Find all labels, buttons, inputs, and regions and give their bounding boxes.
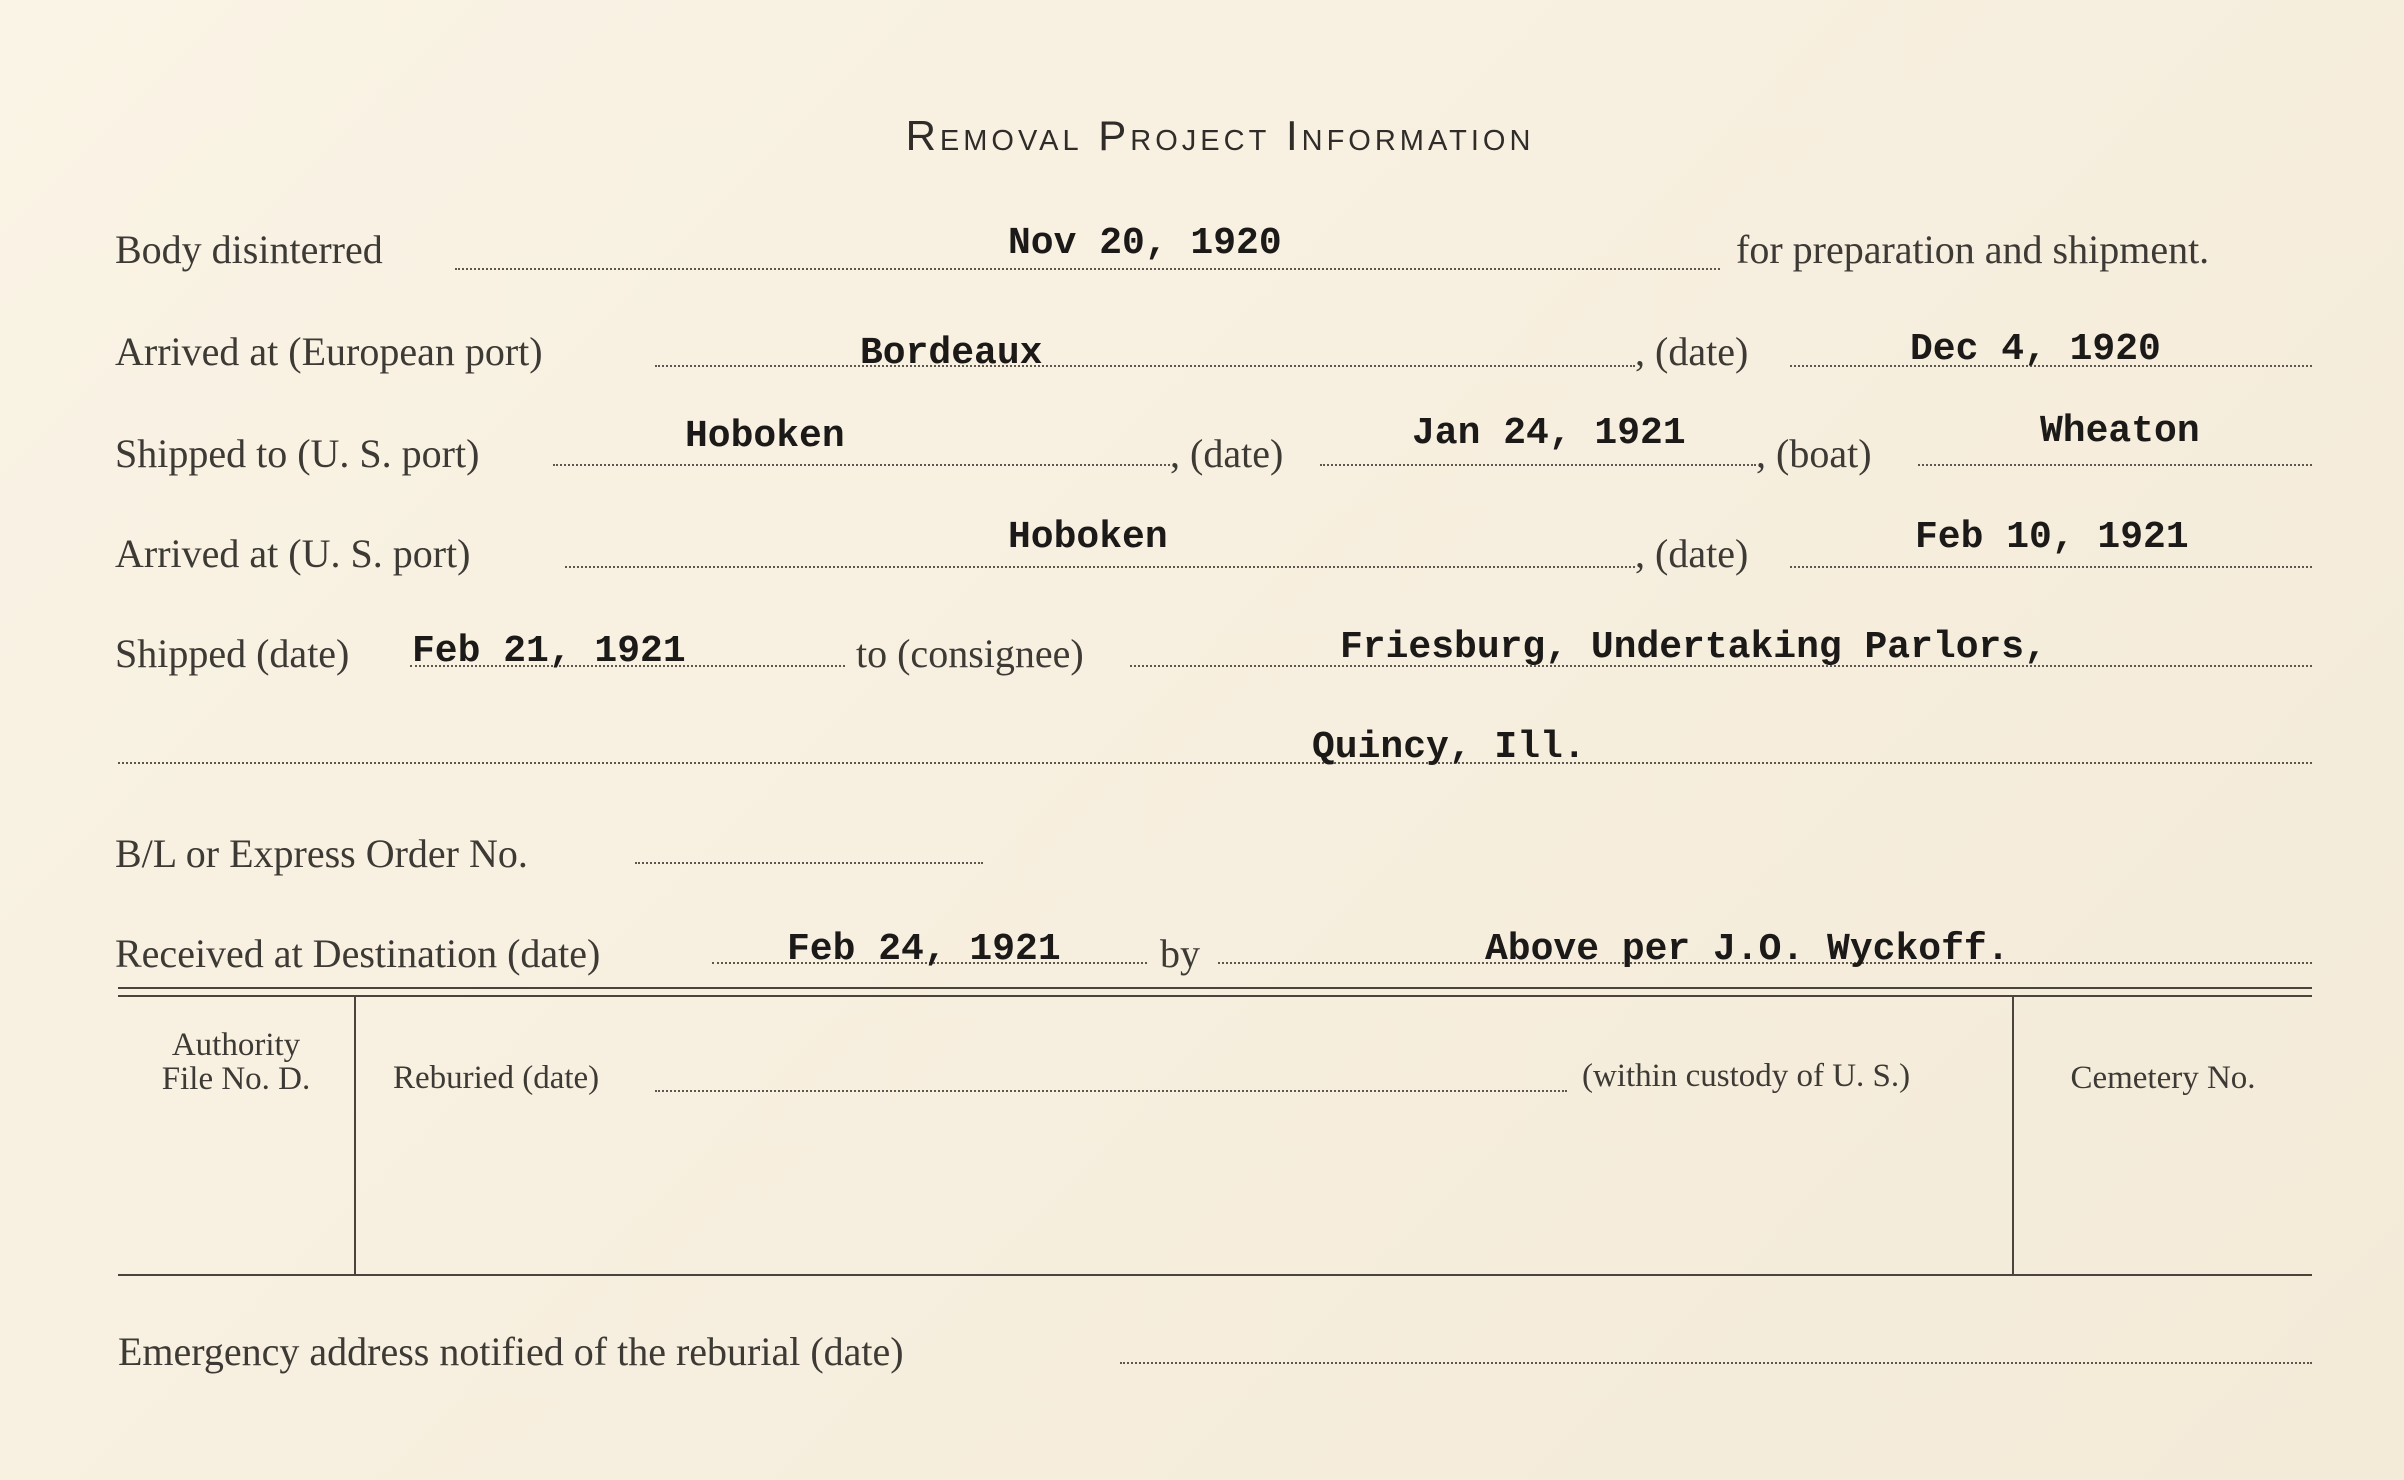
shipped-to-date-label: , (date) xyxy=(1170,431,1284,476)
card-title: Removal Project Information xyxy=(905,112,1535,159)
boat-label: , (boat) xyxy=(1756,431,1872,476)
shipped-to-date: Jan 24, 1921 xyxy=(1412,412,1686,455)
shipped-to-us-port-label: Shipped to (U. S. port) xyxy=(115,431,480,476)
reburied-label: Reburied (date) xyxy=(393,1060,600,1096)
custody-label: (within custody of U. S.) xyxy=(1582,1058,1911,1094)
authority-line2: File No. D. xyxy=(161,1061,311,1097)
arrived-us-date-line xyxy=(1790,566,2312,568)
arrived-european-date-label: , (date) xyxy=(1635,329,1749,374)
emergency-line xyxy=(1120,1362,2312,1364)
authority-file-label xyxy=(118,1028,354,1096)
arrived-european-port-value: Bordeaux xyxy=(860,332,1043,375)
box-bottom-rule xyxy=(118,1274,2312,1276)
boat-line xyxy=(1918,464,2312,466)
shipped-date: Feb 21, 1921 xyxy=(412,630,686,673)
consignee-name: Friesburg, Undertaking Parlors, xyxy=(1340,626,2047,669)
shipped-to-us-port-line xyxy=(553,464,1170,466)
box-top-rule xyxy=(118,987,2312,989)
received-label: Received at Destination (date) xyxy=(115,931,601,976)
received-by-value: Above per J.O. Wyckoff. xyxy=(1485,928,2010,971)
shipped-to-date-line xyxy=(1320,464,1756,466)
consignee-label: to (consignee) xyxy=(856,631,1084,676)
consignee-city: Quincy, Ill. xyxy=(1312,726,1586,769)
consignee-continuation-line xyxy=(118,762,2312,764)
arrived-us-date-label: , (date) xyxy=(1635,531,1749,576)
received-by-label: by xyxy=(1160,931,1200,976)
box-top-rule-inner xyxy=(118,995,2312,997)
body-disinterred-suffix: for preparation and shipment. xyxy=(1736,227,2210,272)
arrived-us-port-line xyxy=(565,566,1635,568)
bl-order-line xyxy=(635,862,983,864)
arrived-us-port-label: Arrived at (U. S. port) xyxy=(115,531,471,576)
shipped-to-us-port-value: Hoboken xyxy=(685,415,845,458)
received-date: Feb 24, 1921 xyxy=(787,928,1061,971)
body-disinterred-line xyxy=(455,268,1720,270)
body-disinterred-date: Nov 20, 1920 xyxy=(1008,222,1282,265)
arrived-european-port-label: Arrived at (European port) xyxy=(115,329,543,374)
box-divider-right xyxy=(2012,997,2014,1274)
reburied-line xyxy=(655,1090,1567,1092)
arrived-us-port-value: Hoboken xyxy=(1008,516,1168,559)
emergency-label: Emergency address notified of the reburial (date) xyxy=(118,1329,904,1374)
arrived-us-date: Feb 10, 1921 xyxy=(1915,516,2189,559)
shipped-date-label: Shipped (date) xyxy=(115,631,350,676)
authority-line1: Authority xyxy=(171,1027,301,1063)
arrived-european-port-line xyxy=(655,365,1635,367)
boat-name: Wheaton xyxy=(2040,410,2200,453)
cemetery-label: Cemetery No. xyxy=(2070,1060,2256,1096)
body-disinterred-label: Body disinterred xyxy=(115,227,383,272)
bl-order-label: B/L or Express Order No. xyxy=(115,831,528,876)
arrived-european-date: Dec 4, 1920 xyxy=(1910,328,2161,371)
box-divider-left xyxy=(354,997,356,1274)
